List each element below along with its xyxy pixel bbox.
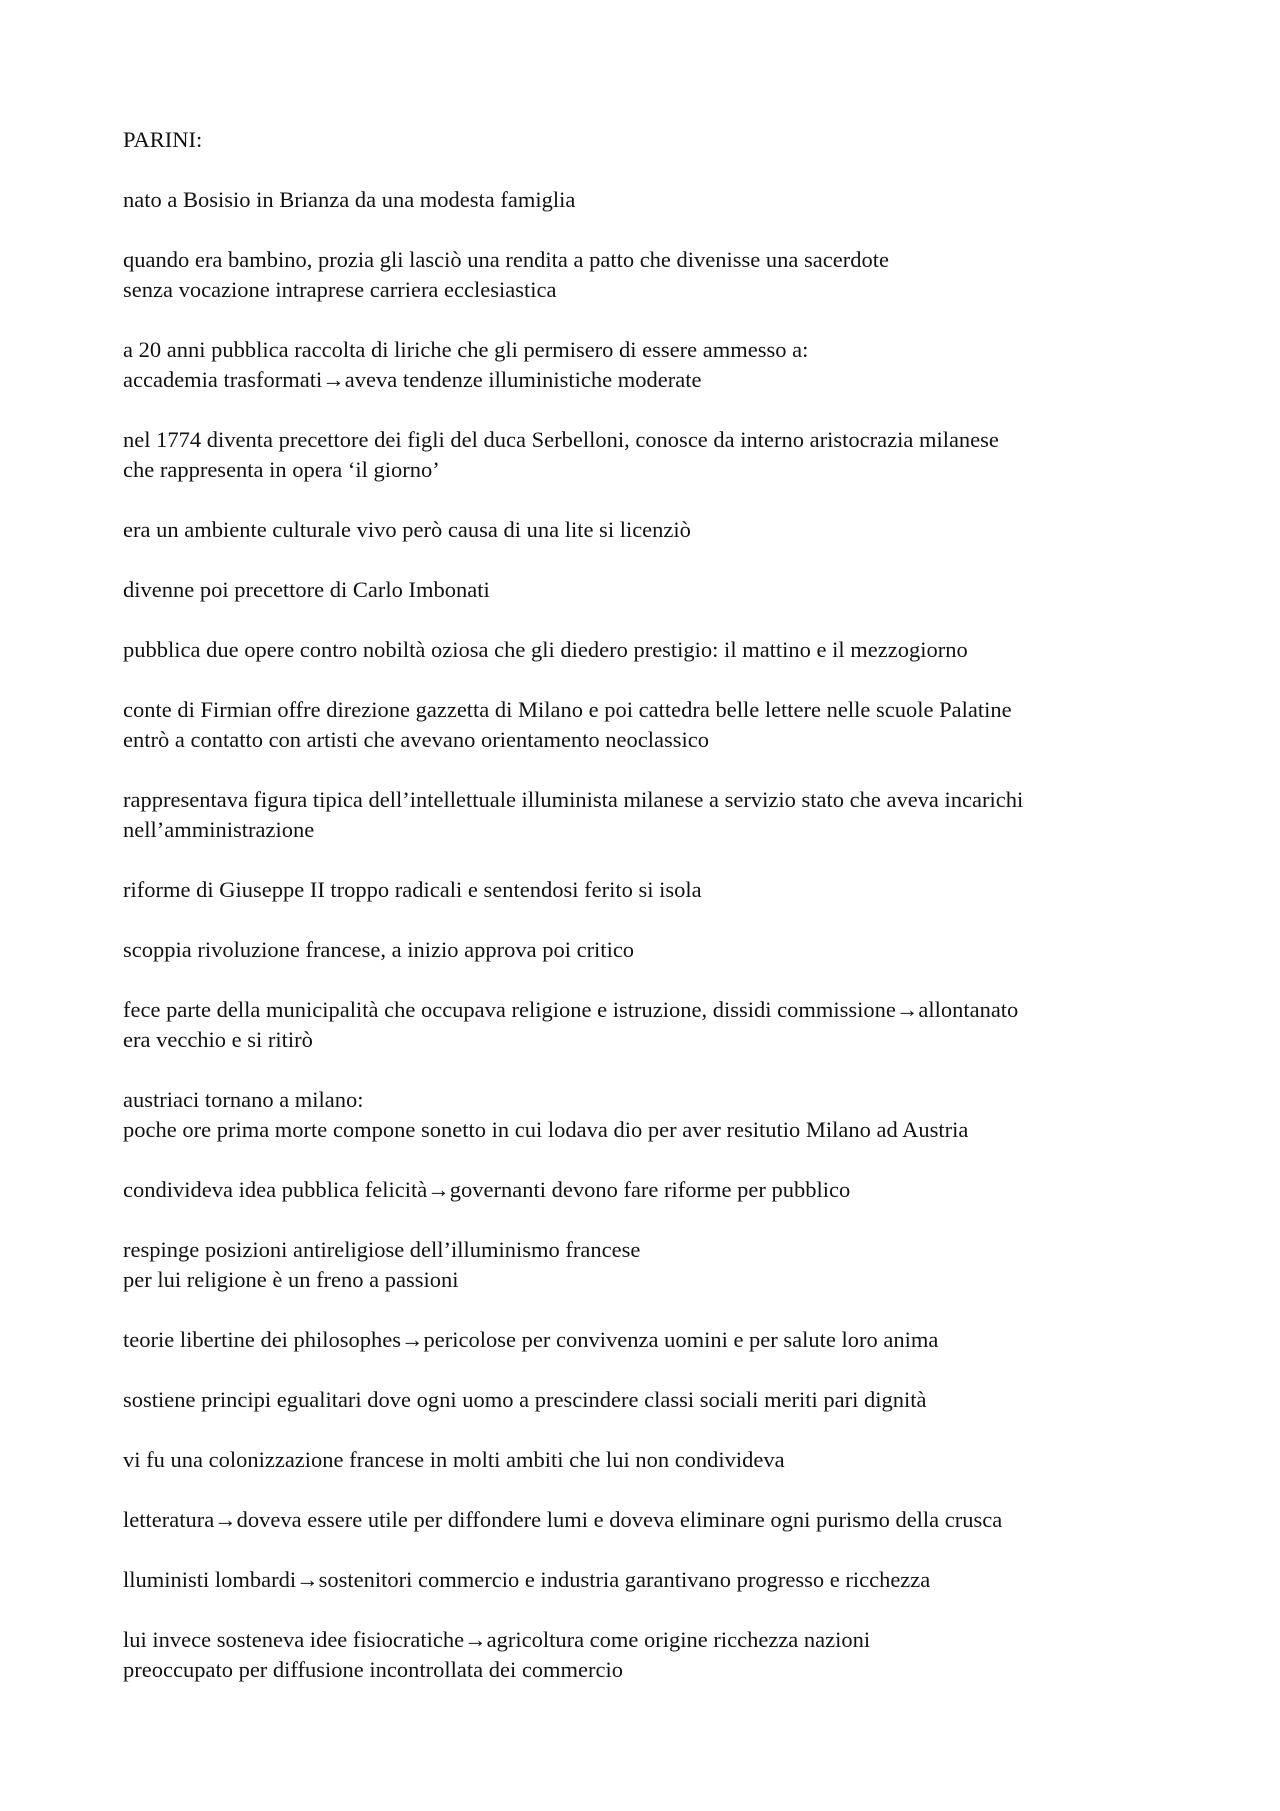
paragraph — [123, 515, 1183, 545]
paragraph — [123, 935, 1183, 965]
paragraph — [123, 1445, 1183, 1475]
paragraph — [123, 785, 1183, 845]
paragraph-line: fece parte della municipalità che occupava religione e istruzione, dissidi commissione→allontanato — [123, 997, 1019, 1022]
paragraph-list — [123, 185, 1183, 1685]
paragraph-line: austriaci tornano a milano: — [123, 1087, 364, 1112]
paragraph — [123, 185, 1183, 215]
paragraph-line: vi fu una colonizzazione francese in molti ambiti che lui non condivideva — [123, 1447, 785, 1472]
paragraph-line: divenne poi precettore di Carlo Imbonati — [123, 577, 490, 602]
document-body — [123, 125, 1183, 1715]
paragraph — [123, 1325, 1183, 1355]
paragraph-line: nato a Bosisio in Brianza da una modesta famiglia — [123, 187, 576, 212]
paragraph-line: preoccupato per diffusione incontrollata dei commercio — [123, 1657, 624, 1682]
paragraph — [123, 635, 1183, 665]
paragraph-line: rappresentava figura tipica dell’intellettuale illuminista milanese a servizio stato che aveva incarichi — [123, 787, 1024, 812]
paragraph-line: scoppia rivoluzione francese, a inizio approva poi critico — [123, 937, 635, 962]
paragraph — [123, 995, 1183, 1055]
paragraph-line: lui invece sosteneva idee fisiocratiche→agricoltura come origine ricchezza nazioni — [123, 1627, 871, 1652]
paragraph — [123, 1565, 1183, 1595]
paragraph — [123, 335, 1183, 395]
paragraph-line: senza vocazione intraprese carriera ecclesiastica — [123, 277, 557, 302]
paragraph — [123, 1625, 1183, 1685]
paragraph-line: a 20 anni pubblica raccolta di liriche che gli permisero di essere ammesso a: — [123, 337, 809, 362]
paragraph-line: che rappresenta in opera ‘il giorno’ — [123, 457, 440, 482]
paragraph-line: respinge posizioni antireligiose dell’illuminismo francese — [123, 1237, 641, 1262]
paragraph-line: per lui religione è un freno a passioni — [123, 1267, 459, 1292]
paragraph-line: riforme di Giuseppe II troppo radicali e sentendosi ferito si isola — [123, 877, 702, 902]
paragraph-line: sostiene principi egualitari dove ogni uomo a prescindere classi sociali meriti pari dignità — [123, 1387, 927, 1412]
paragraph-line: accademia trasformati→aveva tendenze illuministiche moderate — [123, 367, 702, 392]
paragraph — [123, 575, 1183, 605]
paragraph-line: teorie libertine dei philosophes→pericolose per convivenza uomini e per salute loro anima — [123, 1327, 939, 1352]
paragraph — [123, 1235, 1183, 1295]
paragraph-line: entrò a contatto con artisti che avevano orientamento neoclassico — [123, 727, 710, 752]
paragraph-line: conte di Firmian offre direzione gazzetta di Milano e poi cattedra belle lettere nelle scuole Palatine — [123, 697, 1012, 722]
paragraph-line: poche ore prima morte compone sonetto in cui lodava dio per aver resitutio Milano ad Austria — [123, 1117, 969, 1142]
paragraph — [123, 1175, 1183, 1205]
paragraph-line: nell’amministrazione — [123, 817, 315, 842]
paragraph-line: nel 1774 diventa precettore dei figli del duca Serbelloni, conosce da interno aristocrazia milanese — [123, 427, 999, 452]
paragraph-line: pubblica due opere contro nobiltà oziosa che gli diedero prestigio: il mattino e il mezzogiorno — [123, 637, 968, 662]
document-title: PARINI: — [123, 127, 203, 152]
paragraph — [123, 1505, 1183, 1535]
paragraph-line: condivideva idea pubblica felicità→governanti devono fare riforme per pubblico — [123, 1177, 851, 1202]
paragraph — [123, 425, 1183, 485]
paragraph-line: letteratura→doveva essere utile per diffondere lumi e doveva eliminare ogni purismo della crusca — [123, 1507, 1003, 1532]
paragraph-line: lluministi lombardi→sostenitori commercio e industria garantivano progresso e ricchezza — [123, 1567, 931, 1592]
paragraph — [123, 1385, 1183, 1415]
paragraph — [123, 875, 1183, 905]
paragraph — [123, 1085, 1183, 1145]
paragraph-line: quando era bambino, prozia gli lasciò una rendita a patto che divenisse una sacerdote — [123, 247, 889, 272]
paragraph — [123, 695, 1183, 755]
paragraph — [123, 245, 1183, 305]
paragraph-line: era un ambiente culturale vivo però causa di una lite si licenziò — [123, 517, 691, 542]
paragraph-line: era vecchio e si ritirò — [123, 1027, 313, 1052]
